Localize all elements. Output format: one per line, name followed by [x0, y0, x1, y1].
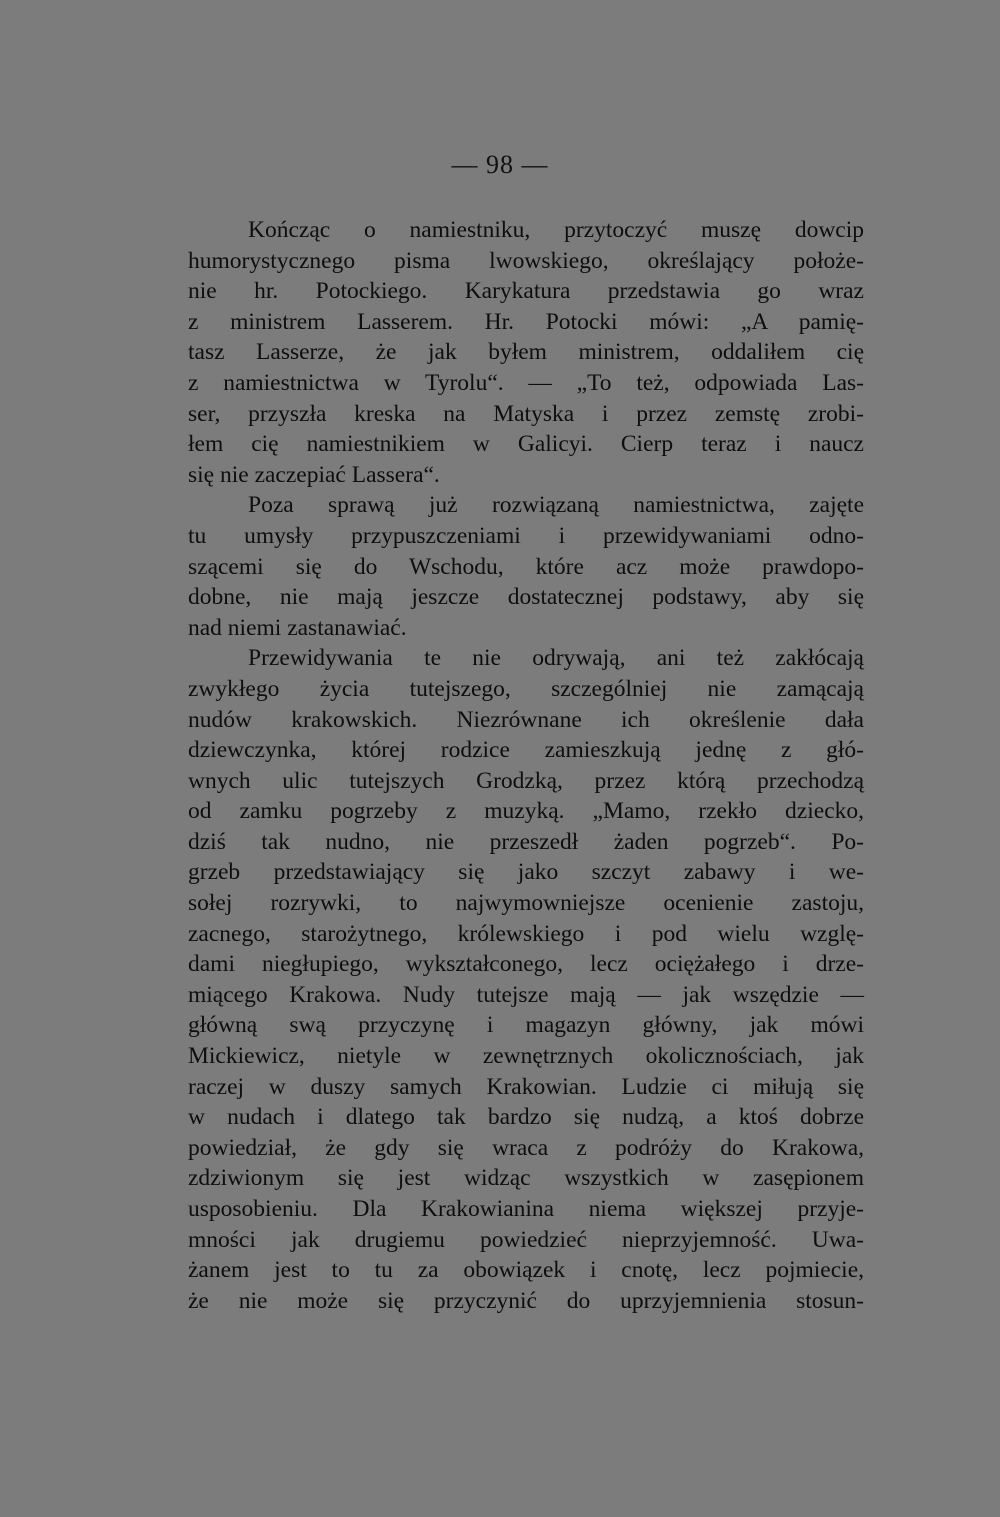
text-line: zacnego, starożytnego, królewskiego i pod wielu wzglę-	[188, 920, 864, 947]
text-line: Poza sprawą już rozwiązaną namiestnictwa, zajęte	[248, 492, 864, 519]
text-line: szącemi się do Wschodu, które acz może prawdopo-	[188, 553, 864, 580]
text-line: Przewidywania te nie odrywają, ani też zakłócają	[248, 645, 864, 672]
text-line: dami niegłupiego, wykształconego, lecz ociężałego i drze-	[188, 951, 864, 978]
text-line: z namiestnictwa w Tyrolu“. — „To też, odpowiada Las-	[188, 369, 864, 396]
body-text	[188, 215, 864, 1316]
text-line: że nie może się przyczynić do uprzyjemnienia stosun-	[188, 1287, 864, 1314]
text-line: w nudach i dlatego tak bardzo się nudzą, a ktoś dobrze	[188, 1104, 864, 1131]
text-line: usposobieniu. Dla Krakowianina niema większej przyje-	[188, 1196, 864, 1222]
text-line: wnych ulic tutejszych Grodzką, przez którą przechodzą	[188, 767, 864, 794]
text-line: tasz Lasserze, że jak byłem ministrem, oddaliłem cię	[188, 339, 864, 366]
text-line: humorystycznego pisma lwowskiego, określający położe-	[188, 247, 864, 274]
text-line: zwykłego życia tutejszego, szczególniej nie zamącają	[188, 675, 864, 702]
text-line: dobne, nie mają jeszcze dostatecznej podstawy, aby się	[188, 584, 864, 611]
text-line: miącego Krakowa. Nudy tutejsze mają — jak wszędzie —	[188, 981, 864, 1008]
text-line: grzeb przedstawiający się jako szczyt zabawy i we-	[188, 859, 864, 886]
text-line: Kończąc o namiestniku, przytoczyć muszę dowcip	[248, 217, 864, 243]
text-line: od zamku pogrzeby z muzyką. „Mamo, rzekło dziecko,	[188, 798, 864, 825]
text-line: nad niemi zastanawiać.	[188, 614, 407, 641]
text-line: ser, przyszła kreska na Matyska i przez zemstę zrobi-	[188, 400, 864, 427]
text-line: łem cię namiestnikiem w Galicyi. Cierp teraz i naucz	[188, 431, 864, 458]
text-line: raczej w duszy samych Krakowian. Ludzie ci miłują się	[188, 1073, 864, 1100]
text-line: tu umysły przypuszczeniami i przewidywaniami odno-	[188, 522, 864, 549]
text-line: nudów krakowskich. Niezrównane ich określenie dała	[188, 706, 864, 733]
text-line: dziś tak nudno, nie przeszedł żaden pogrzeb“. Po-	[188, 828, 864, 855]
page-number: — 98 —	[451, 150, 549, 179]
text-line: Mickiewicz, nietyle w zewnętrznych okolicznościach, jak	[188, 1043, 864, 1070]
text-line: z ministrem Lasserem. Hr. Potocki mówi: „A pamię-	[188, 308, 864, 335]
text-line: się nie zaczepiać Lassera“.	[188, 461, 440, 488]
text-line: powiedział, że gdy się wraca z podróży do Krakowa,	[188, 1134, 864, 1161]
text-line: nie hr. Potockiego. Karykatura przedstawia go wraz	[188, 278, 864, 305]
text-line: sołej rozrywki, to najwymowniejsze ocenienie zastoju,	[188, 890, 864, 917]
text-line: główną swą przyczynę i magazyn główny, jak mówi	[188, 1012, 864, 1039]
text-line: mności jak drugiemu powiedzieć nieprzyjemność. Uwa-	[188, 1226, 864, 1253]
text-line: dziewczynka, której rodzice zamieszkują jednę z głó-	[188, 737, 864, 764]
text-line: zdziwionym się jest widząc wszystkich w zasępionem	[188, 1165, 864, 1192]
text-line: żanem jest to tu za obowiązek i cnotę, lecz pojmiecie,	[188, 1257, 864, 1284]
